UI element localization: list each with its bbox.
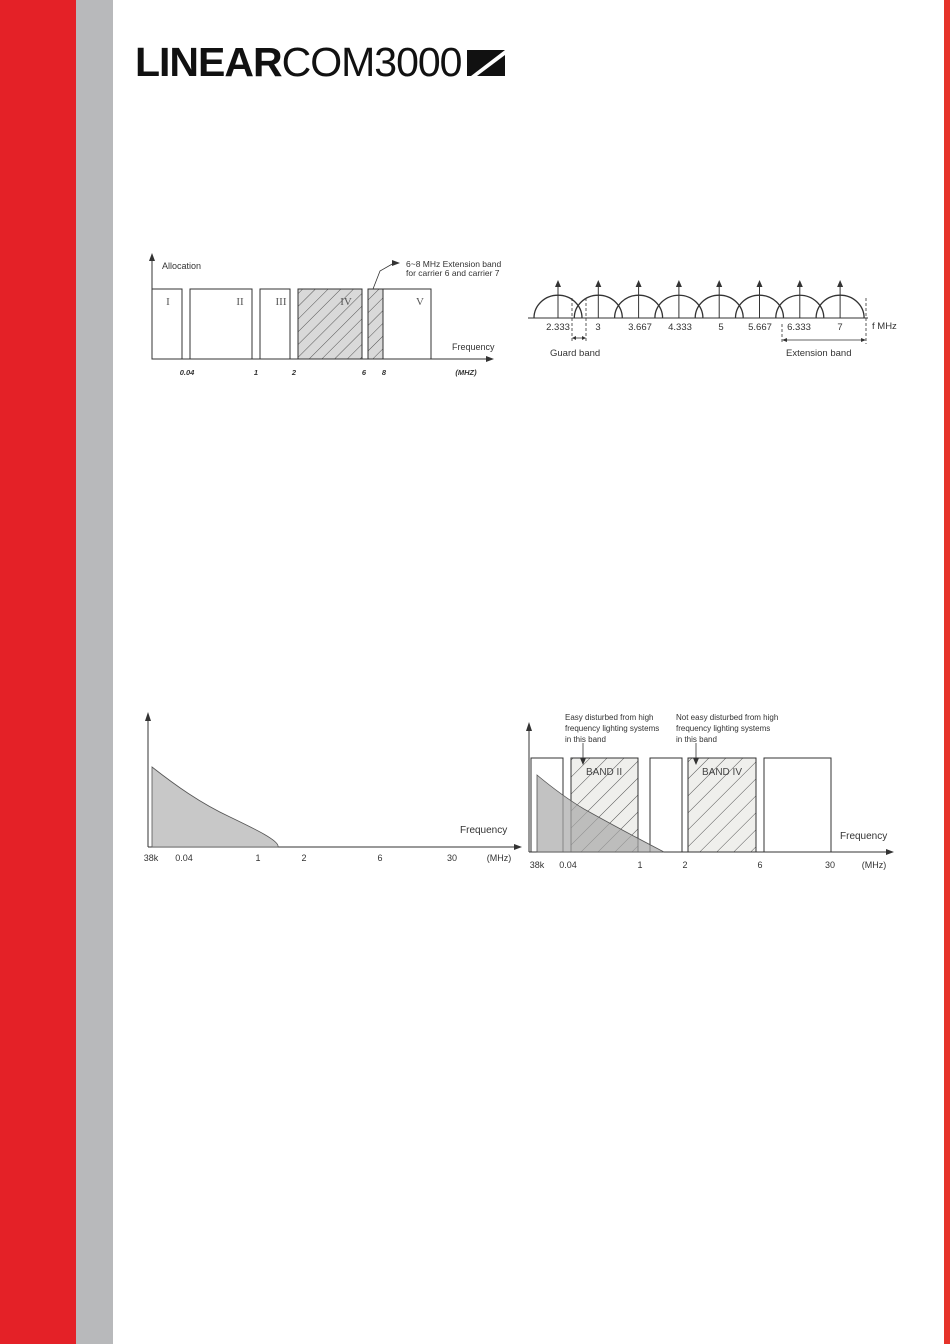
allocation-tick-1: 1 [253, 368, 259, 377]
noise-spectrum-diagram [130, 705, 525, 875]
carrier-arrow [636, 280, 642, 287]
allocation-callout [373, 260, 400, 289]
carrier-label-4: 4.333 [668, 322, 692, 333]
band-v-box [764, 758, 831, 852]
noise-tick-1: 1 [255, 853, 261, 863]
logo-text-bold: LINEAR [135, 39, 282, 85]
band-iv-box [298, 289, 362, 359]
logo-text-light: COM3000 [281, 39, 462, 85]
carrier-diagram [528, 268, 908, 368]
left-grey-stripe [76, 0, 113, 1344]
bandmap-x-label: Frequency [840, 831, 888, 842]
carrier-label-5: 5 [718, 322, 724, 333]
allocation-tick-2: 2 [291, 368, 297, 377]
carrier-arrow [837, 280, 843, 287]
carrier-label-7: 6.333 [787, 322, 811, 333]
noise-tick-unit: (MHz) [486, 853, 512, 863]
left-red-stripe [0, 0, 76, 1344]
note1-line2: frequency lighting systems [565, 724, 660, 733]
carrier-arrow [595, 280, 601, 287]
carrier-labels [546, 322, 843, 333]
noise-x-label: Frequency [460, 825, 508, 836]
noise-tick-30: 30 [446, 853, 458, 863]
band-label-iv: IV [340, 296, 352, 308]
carrier-label-6: 5.667 [748, 322, 772, 333]
noise-tick-2: 2 [301, 853, 307, 863]
carrier-label-1: 2.333 [546, 322, 570, 333]
bandmap-tick-2: 2 [682, 860, 688, 870]
brand-logo [135, 39, 505, 85]
noise-curve-area [152, 767, 278, 847]
band-label-iii: III [275, 296, 287, 308]
carrier-arrow [555, 280, 561, 287]
right-red-edge [944, 0, 950, 1344]
bandmap-tick-38k: 38k [529, 860, 545, 870]
band-label-i: I [166, 296, 170, 308]
noise-tick-0.04: 0.04 [175, 853, 193, 863]
bandmap-tick-6: 6 [757, 860, 763, 870]
band-label-v: V [416, 296, 424, 308]
carrier-label-2: 3 [595, 322, 601, 333]
note2-line3: in this band [676, 735, 717, 744]
allocation-tick-unit: (MHZ) [455, 368, 477, 377]
noise-tick-38k: 38k [143, 853, 159, 863]
allocation-tick-0.04: 0.04 [179, 368, 195, 377]
band-iv-label: BAND IV [702, 767, 743, 778]
note2-line2: frequency lighting systems [676, 724, 771, 733]
allocation-y-label: Allocation [162, 261, 202, 271]
bandmap-tick-30: 30 [824, 860, 836, 870]
band-ii-label: BAND II [586, 767, 623, 778]
allocation-x-label: Frequency [452, 342, 495, 352]
extension-band-box [368, 289, 383, 359]
bandmap-tick-unit: (MHz) [861, 860, 887, 870]
carrier-label-8: 7 [837, 322, 843, 333]
allocation-tick-8: 8 [381, 368, 387, 377]
carrier-arrow [716, 280, 722, 287]
allocation-tick-6: 6 [361, 368, 367, 377]
extension-band-marker [782, 298, 866, 344]
callout-text-line2: for carrier 6 and carrier 7 [406, 268, 500, 278]
guard-band-label: Guard band [550, 348, 601, 359]
band-iii-box [650, 758, 682, 852]
note1-line3: in this band [565, 735, 606, 744]
note2-line1: Not easy disturbed from high [676, 713, 779, 722]
carrier-arrow [676, 280, 682, 287]
note1-line1: Easy disturbed from high [565, 713, 654, 722]
band-label-ii: II [236, 296, 244, 308]
slash-logo-mark-icon [467, 47, 505, 77]
carrier-lobes [534, 280, 864, 318]
band-map-diagram [524, 705, 899, 877]
carrier-label-3: 3.667 [628, 322, 652, 333]
allocation-diagram [130, 245, 515, 385]
callout-text-line1: 6~8 MHz Extension band [406, 259, 502, 269]
noise-tick-6: 6 [377, 853, 383, 863]
carrier-unit-label: f MHz [872, 321, 897, 332]
bandmap-tick-1: 1 [637, 860, 643, 870]
extension-band-label: Extension band [786, 348, 852, 359]
bandmap-tick-0.04: 0.04 [559, 860, 577, 870]
carrier-arrow [797, 280, 803, 287]
carrier-arrow [757, 280, 763, 287]
